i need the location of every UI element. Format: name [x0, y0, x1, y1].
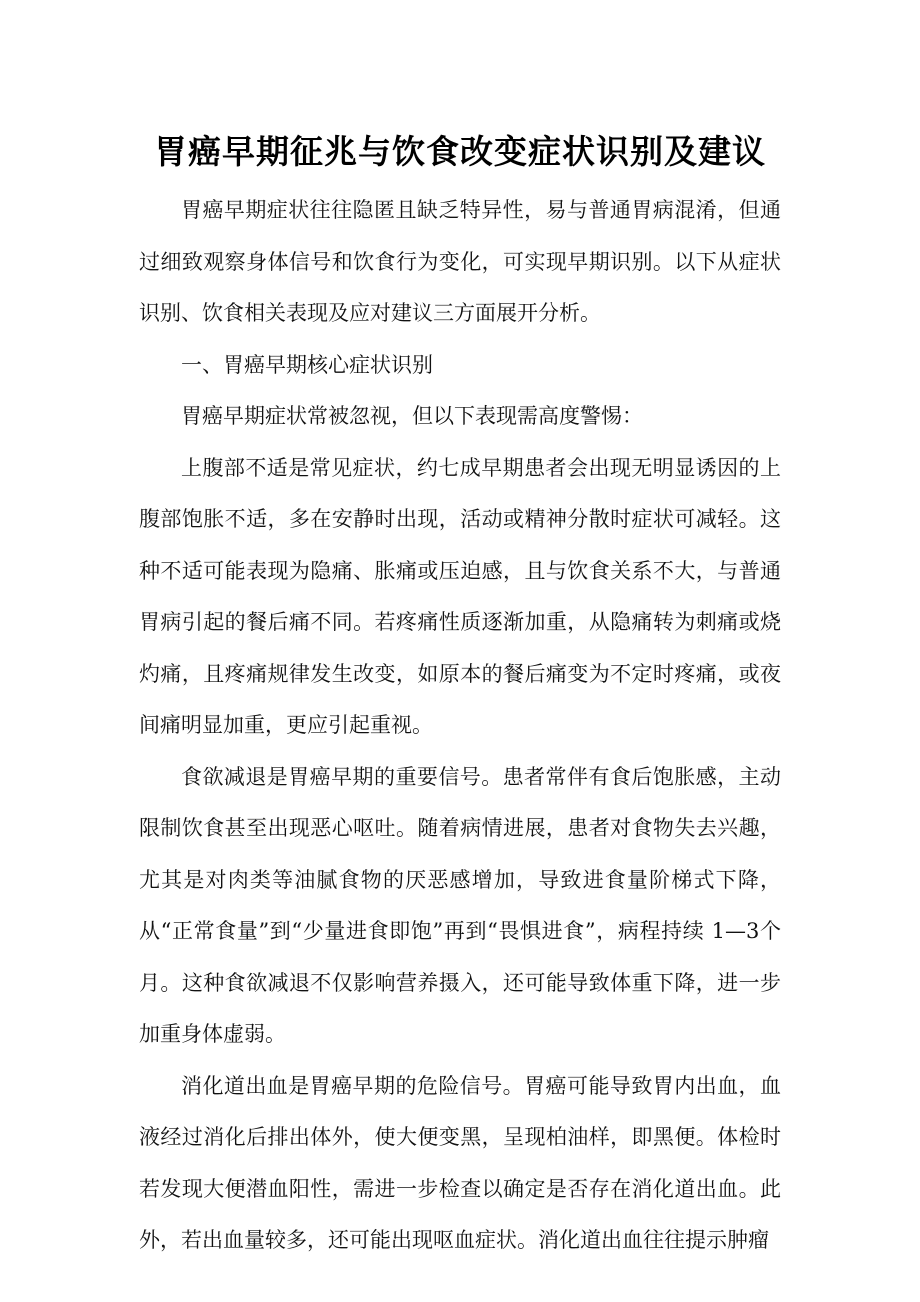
section-heading: 一、胃癌早期核心症状识别 [181, 352, 433, 377]
symptom-paragraph-abdominal: 上腹部不适是常见症状，约七成早期患者会出现无明显诱因的上腹部饱胀不适，多在安静时出现，活动或精神分散时症状可减轻。这种不适可能表现为隐痛、胀痛或压迫感，且与饮食关系不大，与普通胃病引起的餐后痛不同。若疼痛性质逐渐加重，从隐痛转为刺痛或烧灼痛，且疼痛规律发生改变，如原本的餐后痛变为不定时疼痛，或夜间痛明显加重，更应引起重视。 [139, 455, 781, 737]
document-title: 胃癌早期征兆与饮食改变症状识别及建议 [154, 132, 766, 171]
symptom-paragraph-appetite: 食欲减退是胃癌早期的重要信号。患者常伴有食后饱胀感，主动限制饮食甚至出现恶心呕吐。随着病情进展，患者对食物失去兴趣，尤其是对肉类等油腻食物的厌恶感增加，导致进食量阶梯式下降，从“正常食量”到“少量进食即饱”再到“畏惧进食”，病程持续 1—3个月。这种食欲减退不仅影响营养摄入，还可能导致体重下降，进一步加重身体虚弱。 [139, 764, 781, 1046]
document-body [139, 185, 781, 1267]
intro-paragraph: 胃癌早期症状往往隐匿且缺乏特异性，易与普通胃病混淆，但通过细致观察身体信号和饮食行为变化，可实现早期识别。以下从症状识别、饮食相关表现及应对建议三方面展开分析。 [139, 198, 781, 325]
symptom-paragraph-bleeding: 消化道出血是胃癌早期的危险信号。胃癌可能导致胃内出血，血液经过消化后排出体外，使大便变黑，呈现柏油样，即黑便。体检时若发现大便潜血阳性，需进一步检查以确定是否存在消化道出血。此外，若出血量较多，还可能出现呕血症状。消化道出血往往提示肿瘤 [139, 1073, 781, 1252]
section-lead-paragraph: 胃癌早期症状常被忽视，但以下表现需高度警惕： [181, 404, 643, 428]
